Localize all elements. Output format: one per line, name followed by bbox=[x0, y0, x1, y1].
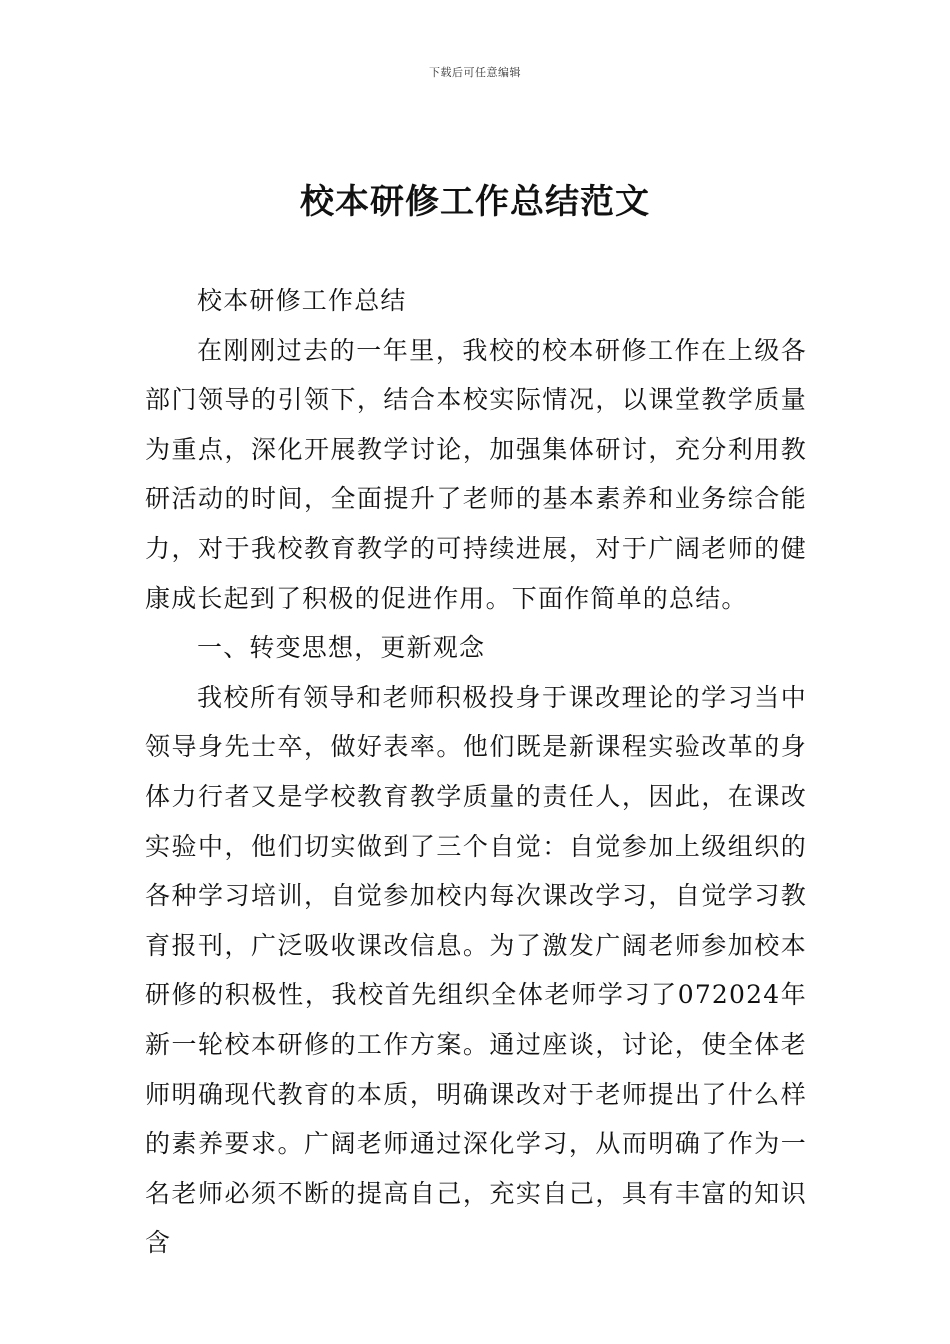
section-heading: 一、转变思想，更新观念 bbox=[197, 633, 486, 663]
intro-paragraph: 在刚刚过去的一年里，我校的校本研修工作在上级各部门领导的引领下，结合本校实际情况，以课堂教学质量为重点，深化开展教学讨论，加强集体研讨，充分利用教研活动的时间，全面提升了老师的基本素养和业务综合能力，对于我校教育教学的可持续进展，对于广阔老师的健康成长起到了积极的促进作用。下面作简单的总结。 bbox=[145, 335, 807, 613]
subtitle-paragraph: 校本研修工作总结 bbox=[197, 286, 407, 315]
header-note: 下载后可任意编辑 bbox=[429, 66, 521, 79]
document-body bbox=[145, 276, 807, 1268]
body-paragraph: 我校所有领导和老师积极投身于课改理论的学习当中领导身先士卒，做好表率。他们既是新课程实验改革的身体力行者又是学校教育教学质量的责任人，因此，在课改实验中，他们切实做到了三个自觉：自觉参加上级组织的各种学习培训，自觉参加校内每次课改学习，自觉学习教育报刊，广泛吸收课改信息。为了激发广阔老师参加校本研修的积极性，我校首先组织全体老师学习了072024年新一轮校本研修的工作方案。通过座谈，讨论，使全体老师明确现代教育的本质，明确课改对于老师提出了什么样的素养要求。广阔老师通过深化学习，从而明确了作为一名老师必须不断的提高自己，充实自己，具有丰富的知识含 bbox=[145, 682, 807, 1258]
document-title: 校本研修工作总结范文 bbox=[300, 182, 650, 222]
